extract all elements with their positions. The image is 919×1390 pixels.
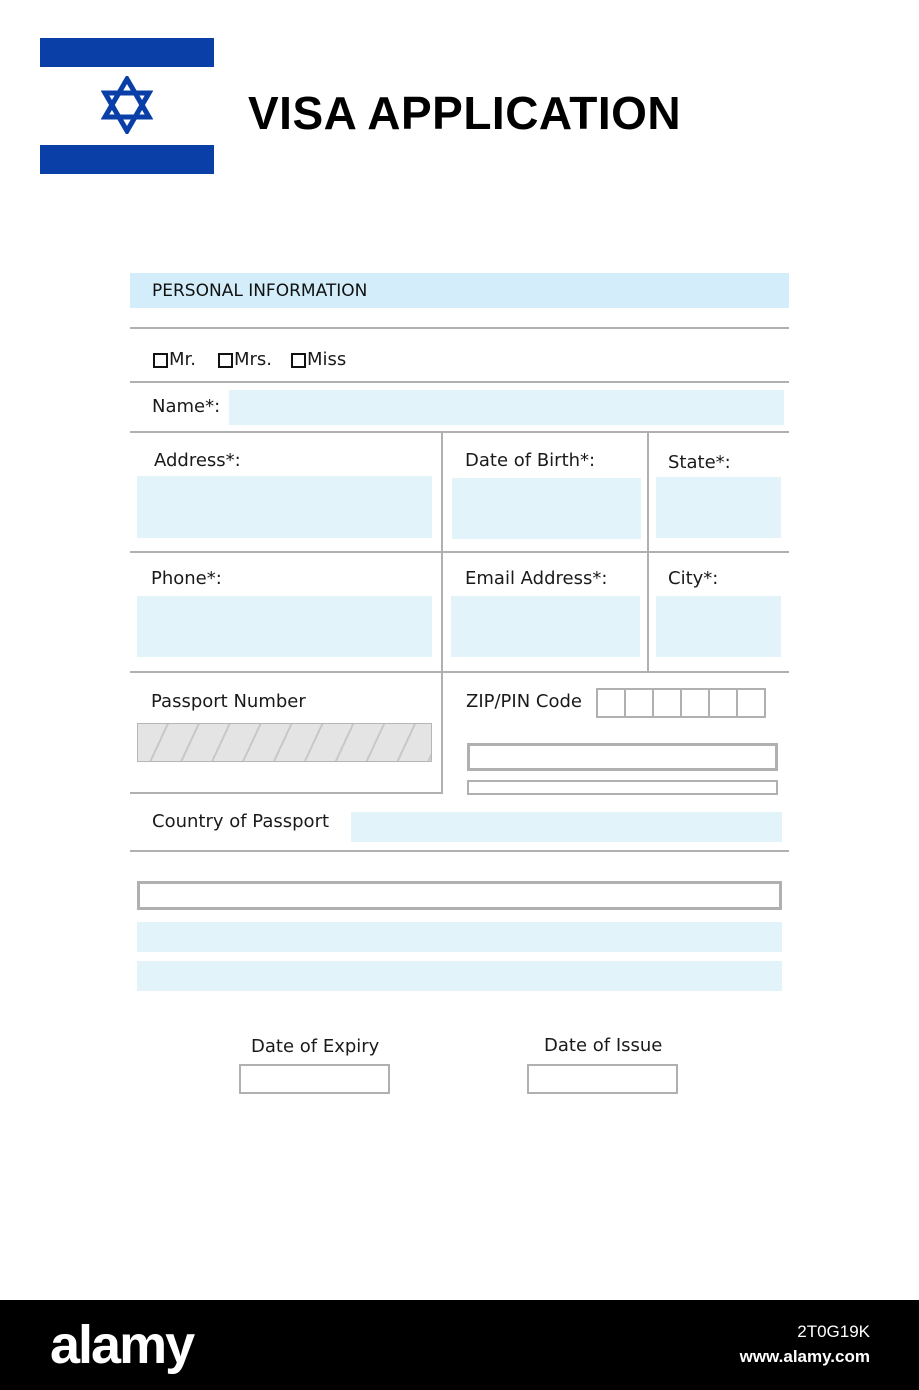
- rule-line: [130, 850, 789, 852]
- israel-flag-icon: [40, 38, 214, 174]
- email-address-label: Email Address*:: [465, 568, 608, 589]
- rule-line: [130, 671, 789, 673]
- checkbox-box[interactable]: [291, 353, 306, 368]
- checkbox-label-mrs: Mrs.: [234, 349, 273, 370]
- state-field[interactable]: [656, 477, 781, 538]
- state-label: State*:: [668, 452, 731, 473]
- rule-line: [130, 381, 789, 383]
- zip-digit-cell[interactable]: [652, 688, 682, 718]
- date-of-expiry-label: Date of Expiry: [251, 1036, 380, 1057]
- section-title: PERSONAL INFORMATION: [152, 281, 368, 301]
- checkbox-box[interactable]: [218, 353, 233, 368]
- blank-field[interactable]: [137, 922, 782, 952]
- rule-line: [130, 792, 443, 794]
- phone-field[interactable]: [137, 596, 432, 657]
- date-of-issue-label: Date of Issue: [544, 1035, 663, 1056]
- flag-top-stripe: [40, 38, 214, 67]
- watermark-brand-logo: alamy: [50, 1315, 194, 1375]
- address-field[interactable]: [137, 476, 432, 538]
- image-id-text: 2T0G19K: [797, 1322, 870, 1341]
- zip-digit-cell[interactable]: [736, 688, 766, 718]
- star-of-david-icon: [101, 76, 153, 134]
- watermark-url-text: www.alamy.com: [739, 1347, 870, 1366]
- column-divider: [647, 431, 649, 673]
- column-divider: [441, 431, 443, 794]
- rule-line: [130, 431, 789, 433]
- zip-digit-cell[interactable]: [680, 688, 710, 718]
- blank-outline-field[interactable]: [137, 881, 782, 910]
- date-of-birth-label: Date of Birth*:: [465, 450, 596, 471]
- city-label: City*:: [668, 568, 719, 589]
- zip-extra-field-thin[interactable]: [467, 780, 778, 795]
- document-title: VISA APPLICATION: [248, 87, 682, 139]
- blank-field[interactable]: [137, 961, 782, 991]
- flag-bottom-stripe: [40, 145, 214, 174]
- country-of-passport-label: Country of Passport: [152, 811, 330, 832]
- rule-line: [130, 551, 789, 553]
- city-field[interactable]: [656, 596, 781, 657]
- checkbox-mrs[interactable]: [218, 346, 272, 374]
- rule-line: [130, 327, 789, 329]
- country-of-passport-field[interactable]: [351, 812, 782, 842]
- date-of-issue-field[interactable]: [527, 1064, 678, 1094]
- name-field[interactable]: [229, 390, 784, 425]
- zip-digit-cell[interactable]: [596, 688, 626, 718]
- passport-number-label: Passport Number: [151, 691, 306, 712]
- zip-code-cells: [596, 688, 764, 718]
- zip-extra-field[interactable]: [467, 743, 778, 771]
- checkbox-box[interactable]: [153, 353, 168, 368]
- watermark-footer: [0, 1300, 919, 1390]
- passport-number-field[interactable]: [137, 723, 432, 762]
- email-address-field[interactable]: [451, 596, 640, 657]
- address-label: Address*:: [154, 450, 241, 471]
- zip-digit-cell[interactable]: [708, 688, 738, 718]
- name-label: Name*:: [152, 396, 221, 417]
- section-header: [130, 273, 789, 308]
- checkbox-label-mr: Mr.: [169, 349, 196, 370]
- date-of-birth-field[interactable]: [452, 478, 641, 539]
- checkbox-mr[interactable]: [153, 346, 196, 374]
- date-of-expiry-field[interactable]: [239, 1064, 390, 1094]
- checkbox-miss[interactable]: [291, 346, 346, 374]
- checkbox-label-miss: Miss: [307, 349, 347, 370]
- phone-label: Phone*:: [151, 568, 222, 589]
- zip-code-label: ZIP/PIN Code: [466, 691, 582, 712]
- zip-digit-cell[interactable]: [624, 688, 654, 718]
